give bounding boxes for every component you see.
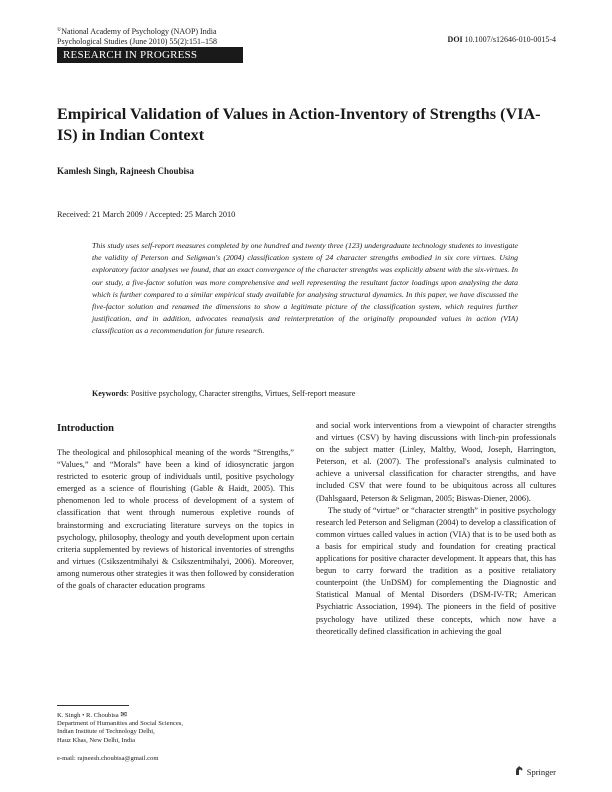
keywords [92, 388, 522, 399]
footnote-divider [57, 705, 129, 706]
author-affiliation [57, 711, 297, 745]
publisher-name: Springer [526, 766, 556, 777]
left-column-text [57, 447, 294, 592]
intro-paragraph-2: and social work interventions from a viewpoint of character strengths and virtues (CSV) by having discussions with linch-pin professionals on the subject matter (Linley, Maltby, Wood, Joseph, Harrington, Peterson, et al. (2007). The professional's analysis culminated to achieve a universal classification for character strengths, and have included CSV that were found to be ubiquitous across all cultures (Dahlsgaard, Peterson & Seligman, 2005; Biswas-Diener, 2006). [316, 421, 556, 503]
affiliation-line-3: Hauz Khas, New Delhi, India [57, 736, 136, 744]
author-email: e-mail: rajneesh.choubisa@gmail.com [57, 755, 159, 762]
journal-header [57, 25, 217, 47]
copyright-mark: © [57, 27, 62, 33]
keywords-label: Keywords [92, 389, 127, 398]
intro-paragraph-1: The theological and philosophical meaning of the words “Strengths,” “Values,” and “Morals” have been a kind of idiosyncratic jargon restricted to esoteric group of individuals until, positive psychology emerged as a science of flourishing (Gable & Haidt, 2005). This phenomenon led to whole process of development of a system of classification that went through numerous expletive rounds of brainstorming and excruciating literature surveys on the topics in psychology, philosophy, theology and youth development upon certain criteria supplemented by reviews of historical inventories of strengths and virtues (Csikszentmihalyi & Csikszentmihalyi, 2006). Moreover, among numerous other strategies it was then followed by consideration of the goals of character education programs [57, 448, 294, 591]
affiliation-line-2: Indian Institute of Technology Delhi, [57, 728, 155, 736]
publisher-logo [514, 765, 556, 778]
author-list: Kamlesh Singh, Rajneesh Choubisa [57, 166, 195, 176]
article-type-banner: RESEARCH IN PROGRESS [57, 47, 243, 63]
article-title: Empirical Validation of Values in Action-Inventory of Strengths (VIA-IS) in Indian Context [57, 105, 541, 144]
envelope-icon: ✉ [120, 710, 128, 719]
section-heading-introduction: Introduction [57, 423, 114, 434]
abstract: This study uses self-report measures completed by one hundred and twenty three (123) undergraduate technology students to investigate the validity of Peterson and Seligman's (2004) classification system of 24 character strengths embodied in six core virtues. Using exploratory factor analyses we found, that an exact convergence of the character strengths was explicitly absent with the six-virtues. In our study, a five-factor solution was more comprehensive and well representing the resultant factor loadings upon analysing the data which is further compared to a similar empirical study available for analysing structural dynamics. In this paper, we have discussed the five-factor solution and renamed the dimensions to show a legitimate picture of the classification system, which requires further justification, and in addition, advocates reanalysis and reinterpretation of the originally propounded values in action (VIA) classification as a recommendation for future research. [92, 241, 518, 336]
doi-value: 10.1007/s12646-010-0015-4 [462, 35, 556, 44]
received-dates: Received: 21 March 2009 / Accepted: 25 March 2010 [57, 210, 236, 219]
keywords-text: : Positive psychology, Character strengths, Virtues, Self-report measure [126, 389, 356, 398]
footnote-authors-line: K. Singh • R. Choubisa ✉ [57, 710, 128, 719]
doi-label: DOI [447, 35, 463, 44]
springer-horse-icon [514, 765, 524, 778]
journal-line-2: Psychological Studies (June 2010) 55(2):151–158 [57, 37, 217, 46]
journal-line-1: ©National Academy of Psychology (NAOP) India [57, 27, 217, 36]
doi [448, 35, 556, 45]
intro-paragraph-3: The study of “virtue” or “character strength” in positive psychology research led Peterson and Seligman (2004) to develop a classification of common virtues called values in action (VIA) that is to be used both as a basis for empirical study and foundation for creating practical applications for positive character development. It appears that, this has begun to carry forward the tradition as a positive retaliatory counterpoint (the UnDSM) for complementing the Diagnostic and Statistical Manual of Mental Disorders (DSM-IV-TR; American Psychiatric Association, 1994). The pioneers in the field of positive psychology have utilized these concepts, which now have a theoretically defined classification in achieving the goal [316, 505, 556, 636]
affiliation-line-1: Department of Humanities and Social Sciences, [57, 720, 183, 728]
right-column-text [316, 420, 556, 638]
